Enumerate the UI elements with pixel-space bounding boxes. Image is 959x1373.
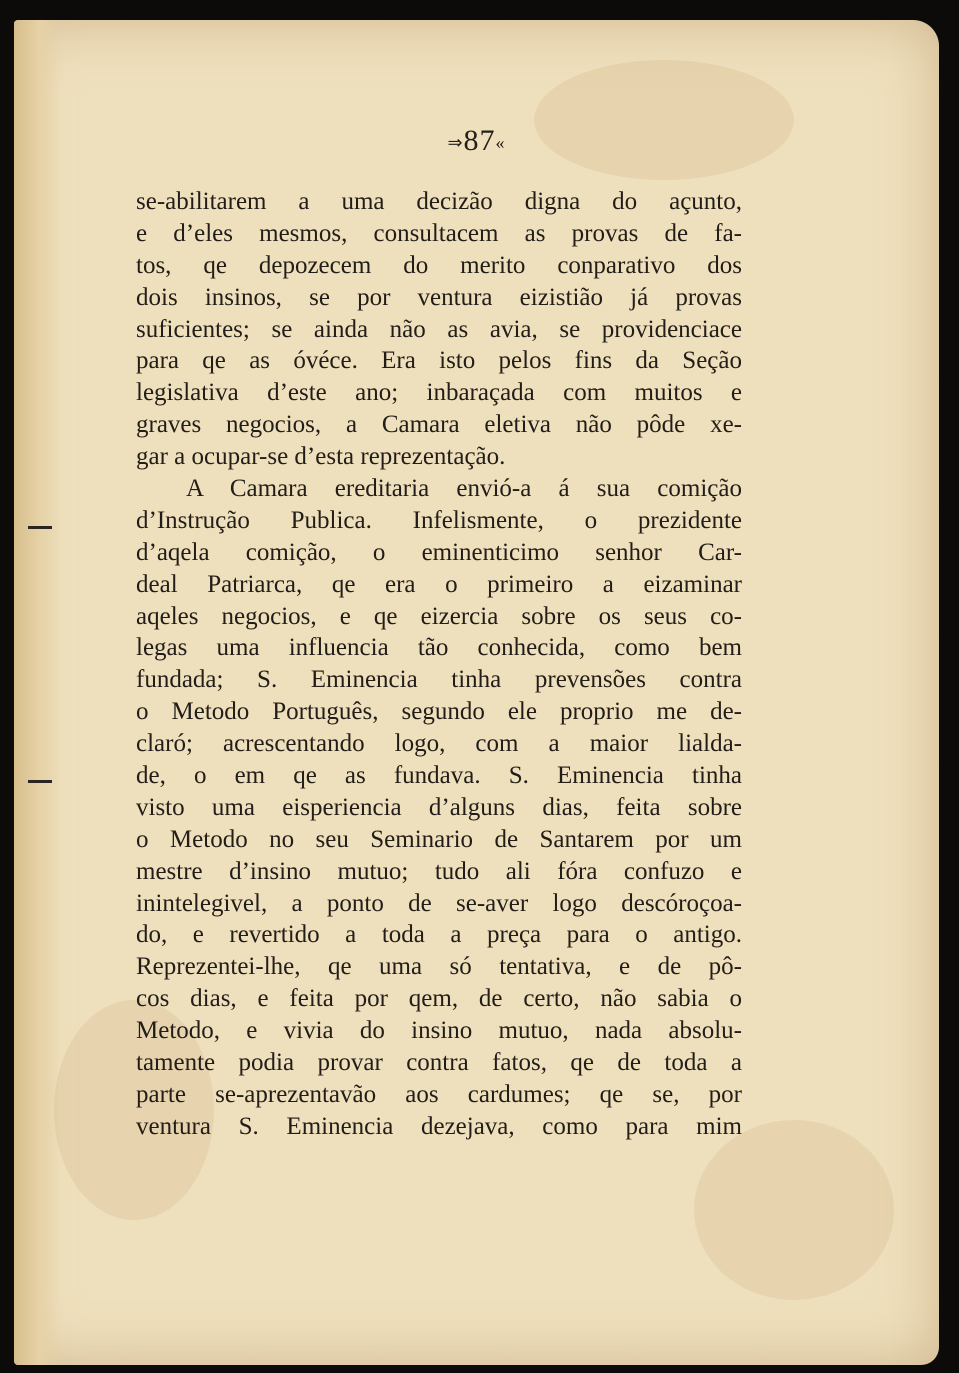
text-line: cos dias, e feita por qem, de certo, não sabia o	[136, 985, 742, 1013]
text-line: legislativa d’este ano; inbaraçada com muitos e	[136, 379, 742, 407]
text-line: tos, qe depozecem do merito conparativo dos	[136, 251, 742, 279]
text-line: aqeles negocios, e qe eizercia sobre os seus co-	[136, 602, 742, 630]
text-line: de, o em qe as fundava. S. Eminencia tinha	[136, 762, 742, 790]
text-line: parte se-aprezentavão aos cardumes; qe se, por	[136, 1080, 742, 1108]
text-line: para qe as óvéce. Era isto pelos fins da Seção	[136, 347, 742, 375]
page-gutter	[14, 20, 60, 1365]
text-line: legas uma influencia tão conhecida, como bem	[136, 634, 742, 662]
text-line: mestre d’insino mutuo; tudo ali fóra confuzo e	[136, 857, 742, 885]
text-line: graves negocios, a Camara eletiva não pôde xe-	[136, 411, 742, 439]
text-line: A Camara ereditaria envió-a á sua comição	[186, 475, 742, 503]
page-number	[14, 124, 939, 158]
text-line: suficientes; se ainda não as avia, se providenciace	[136, 315, 742, 343]
text-line: Metodo, e vivia do insino mutuo, nada absolu-	[136, 1017, 742, 1045]
ornament-left-icon: ⇒	[447, 132, 464, 153]
text-line: o Metodo Português, segundo ele proprio me de-	[136, 698, 742, 726]
book-page	[14, 20, 939, 1365]
text-line: Reprezentei-lhe, qe uma só tentativa, e de pô-	[136, 953, 742, 981]
text-line: gar a ocupar-se d’esta reprezentação.	[136, 443, 506, 471]
text-line: claró; acrescentando logo, com a maior lialda-	[136, 730, 742, 758]
text-line: dois insinos, se por ventura eizistião já provas	[136, 283, 742, 311]
text-line: inintelegivel, a ponto de se-aver logo descóroçoa-	[136, 889, 742, 917]
text-line: fundada; S. Eminencia tinha prevensões contra	[136, 666, 742, 694]
text-line: e d’eles mesmos, consultacem as provas de fa-	[136, 219, 742, 247]
text-line: tamente podia provar contra fatos, qe de toda a	[136, 1049, 742, 1077]
ornament-right-icon: «	[495, 132, 506, 153]
text-line: deal Patriarca, qe era o primeiro a eizaminar	[136, 570, 742, 598]
text-line: do, e revertido a toda a preça para o antigo.	[136, 921, 742, 949]
text-line: d’Instrução Publica. Infelismente, o prezidente	[136, 506, 742, 534]
page-number-value: 87	[463, 124, 496, 157]
text-line: d’aqela comição, o eminenticimo senhor Car-	[136, 538, 742, 566]
binding-thread-mark	[28, 780, 52, 783]
text-line: se-abilitarem a uma decizão digna do açunto,	[136, 188, 742, 215]
binding-thread-mark	[28, 526, 52, 529]
text-line: o Metodo no seu Seminario de Santarem por um	[136, 825, 742, 853]
body-text	[136, 186, 742, 1143]
text-line: visto uma eisperiencia d’alguns dias, feita sobre	[136, 793, 742, 821]
paper-stain	[534, 60, 794, 180]
text-line: ventura S. Eminencia dezejava, como para mim	[136, 1112, 742, 1140]
paper-stain	[694, 1120, 894, 1300]
